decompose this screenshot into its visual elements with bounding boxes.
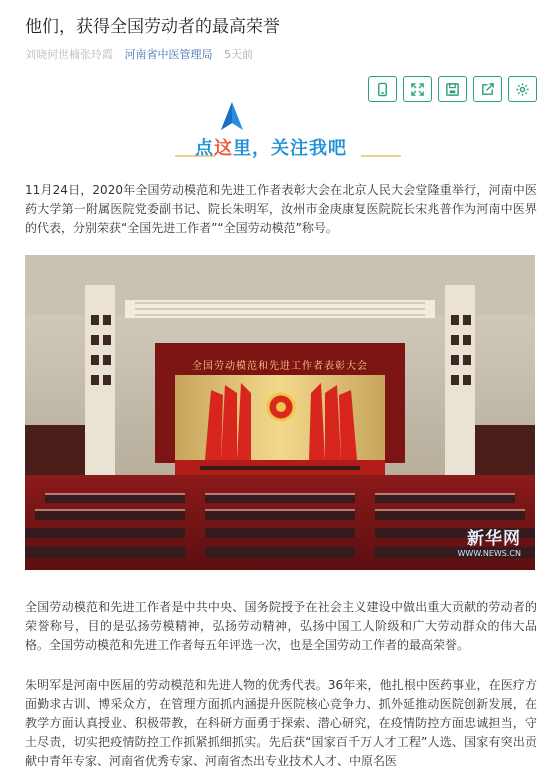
arrow-up-icon [221,102,243,130]
phone-view-button[interactable] [368,76,397,102]
phone-icon [375,82,390,97]
share-icon [480,82,495,97]
article-source[interactable]: 河南省中医管理局 [124,48,213,61]
paragraph-award-description: 全国劳动模范和先进工作者是中共中央、国务院授予在社会主义建设中做出重大贡献的劳动者的荣誉称号，目的是弘扬劳模精神，弘扬劳动精神，弘扬中国工人阶级和广大劳动群众的伟大品格。全国劳动模范和先进工作者每五年评选一次，也是全国劳动工作者的最高荣誉。 [25,600,537,652]
settings-icon [515,82,530,97]
article-title: 他们，获得全国劳动者的最高荣誉 [25,17,280,37]
ceremony-illustration [25,255,535,570]
paragraph-zhu-mingjun: 朱明军是河南中医届的劳动模范和先进人物的优秀代表。36年来，他扎根中医药事业，在医疗方面勤求古训、博采众方，在管理方面抓内涵提升医院核心竞争力、抓外延推动医院创新发展，在教学方面认真授业、积极带教，在科研方面勇于探索、潜心研究，在疫情防控方面忠诚担当，守土尽责，切实把疫情防控工作抓紧抓细抓实。先后获“国家百千万人才工程”人选、国家有突出贡献中青年专家、河南省优秀专家、河南省杰出专业技术人才、中原名医 [25,678,537,768]
settings-button[interactable] [508,76,537,102]
article-time: 5天前 [224,48,253,61]
stage-banner-text: 全国劳动模范和先进工作者表彰大会 [192,361,368,372]
follow-banner[interactable] [25,100,535,170]
ceremony-photo [25,255,535,570]
article-meta [25,46,253,62]
fullscreen-icon [410,82,425,97]
follow-highlight: 这 [214,138,233,159]
paragraph-intro: 11月24日，2020年全国劳动模范和先进工作者表彰大会在北京人民大会堂隆重举行，河南中医药大学第一附属医院党委副书记、院长朱明军，汝州市金庚康复医院院长宋兆普作为河南中医界的代表，分别荣获“全国先进工作者”“全国劳动模范”称号。 [25,183,537,235]
xinhua-watermark [458,524,522,558]
article-toolbar [368,76,537,102]
follow-divider-right [361,155,401,157]
save-icon [445,82,460,97]
fullscreen-button[interactable] [403,76,432,102]
share-button[interactable] [473,76,502,102]
follow-text[interactable]: 点这里，关注我吧 [195,138,347,159]
watermark-url: WWW.NEWS.CN [457,549,521,558]
save-button[interactable] [438,76,467,102]
article-author[interactable]: 刘晓何世楠张玲霞 [25,48,113,61]
watermark-logo: 新华网 [467,529,521,549]
